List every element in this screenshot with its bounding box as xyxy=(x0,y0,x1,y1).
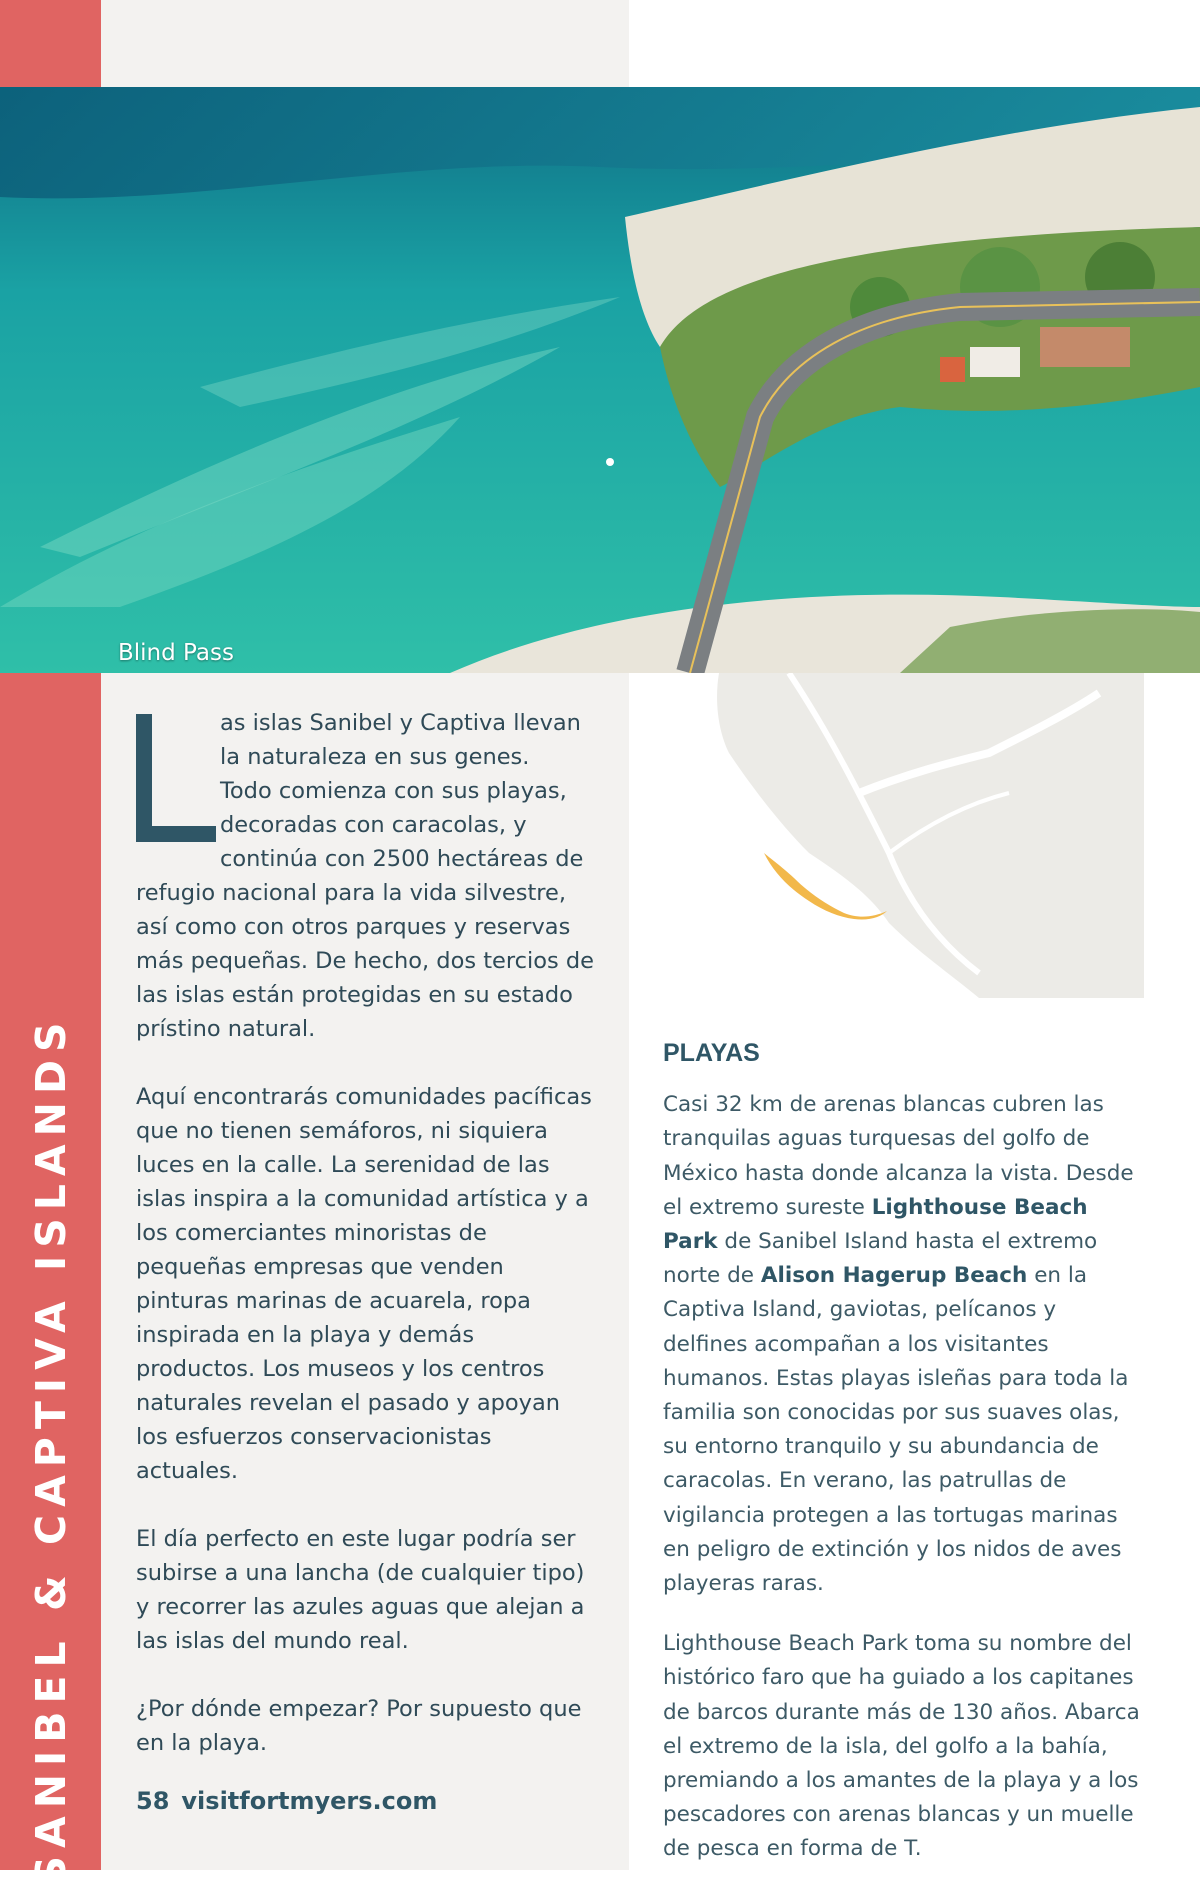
website-link[interactable]: visitfortmyers.com xyxy=(181,1787,438,1815)
intro-column xyxy=(136,706,596,1794)
beaches-heading: PLAYAS xyxy=(663,1039,760,1067)
beaches-paragraph: Casi 32 km de arenas blancas cubren las tranquilas aguas turquesas del golfo de México hasta donde alcanza la vista. Desde el extremo sureste Lighthouse Beach Park de Sanibel Island hasta el extremo norte de Alison Hagerup Beach en la Captiva Island, gaviotas, pelícanos y delfines acompañan a los visitantes humanos. Estas playas isleñas para toda la familia son conocidas por sus suaves olas, su entorno tranquilo y su abundancia de caracolas. En verano, las patrullas de vigilancia protegen a las tortugas marinas en peligro de extinción y los nidos de aves playeras raras. xyxy=(663,1092,1134,1597)
section-title: SANIBEL & CAPTIVA ISLANDS xyxy=(27,1014,75,1886)
intro-line: as islas Sanibel y Captiva llevan xyxy=(220,710,581,736)
page-number: 58 xyxy=(136,1787,170,1815)
body-paragraph: Aquí encontrarás comunidades pacíficas que no tienen semáforos, ni siquiera luces en la calle. La serenidad de las islas inspira a la comunidad artística y a los comerciantes minoristas de pequeñas empresas que venden pinturas marinas de acuarela, ropa inspirada en la playa y demás productos. Los museos y los centros naturales revelan el pasado y apoyan los esfuerzos conservacionistas actuales. xyxy=(136,1084,592,1484)
intro-rest: continúa con 2500 hectáreas de refugio nacional para la vida silvestre, así como con otros parques y reservas más pequeñas. De hecho, dos tercios de las islas están protegidas en su estado prístino natural. xyxy=(136,846,595,1042)
lighthouse-beach-link: Lighthouse Beach Park xyxy=(663,1194,1088,1255)
hero-photo xyxy=(0,87,1200,673)
header-panel xyxy=(101,0,629,87)
lighthouse-paragraph: Lighthouse Beach Park toma su nombre del histórico faro que ha guiado a los capitanes de barcos durante más de 130 años. Abarca el extremo de la isla, del golfo a la bahía, premiando a los amantes de la playa y a los pescadores con arenas blancas y un muelle de pesca en forma de T. xyxy=(663,1631,1140,1862)
intro-line: la naturaleza en sus genes. xyxy=(220,744,530,770)
aerial-photo-illustration xyxy=(0,87,1200,673)
intro-line: decoradas con caracolas, y xyxy=(220,812,527,838)
body-paragraph: El día perfecto en este lugar podría ser subirse a una lancha (de cualquier tipo) y recorrer las azules aguas que alejan a las islas del mundo real. xyxy=(136,1526,585,1654)
photo-caption: Blind Pass xyxy=(118,640,234,666)
page-footer xyxy=(136,1787,449,1815)
location-map xyxy=(629,673,1144,998)
drop-cap xyxy=(136,714,220,844)
beaches-section xyxy=(663,1036,1143,1893)
intro-paragraph xyxy=(136,706,596,1046)
intro-line: Todo comienza con sus playas, xyxy=(220,778,567,804)
body-paragraph: ¿Por dónde empezar? Por supuesto que en la playa. xyxy=(136,1696,582,1756)
florida-coast-map xyxy=(629,673,1144,998)
alison-hagerup-beach-name: Alison Hagerup Beach xyxy=(760,1263,1028,1289)
accent-bar-top xyxy=(0,0,101,87)
